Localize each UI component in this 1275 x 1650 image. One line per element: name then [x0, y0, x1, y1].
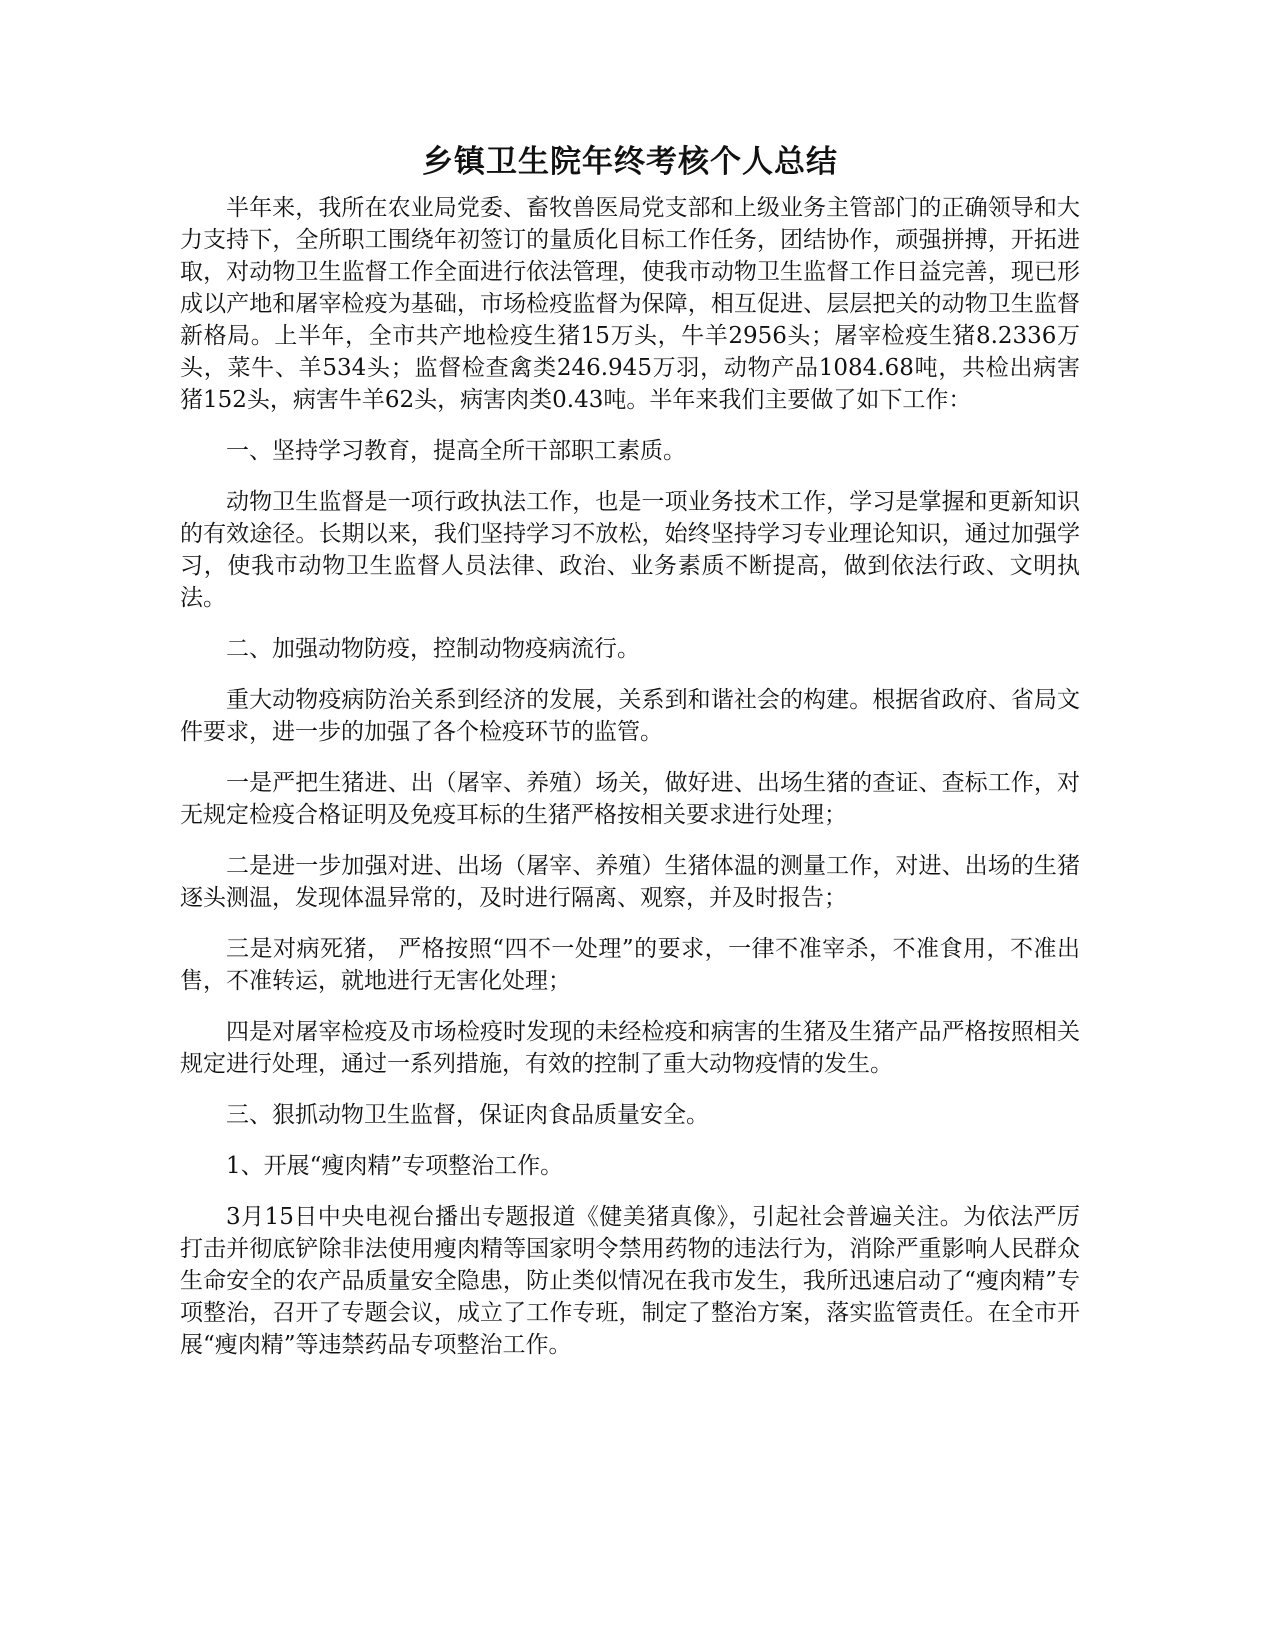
- paragraph: 重大动物疫病防治关系到经济的发展，关系到和谐社会的构建。根据省政府、省局文件要求，进一步的加强了各个检疫环节的监管。: [180, 687, 1080, 745]
- subsection-heading: 1、开展“瘦肉精”专项整治工作。: [226, 1153, 564, 1179]
- document-page: [180, 140, 1080, 1380]
- list-item: 一是严把生猪进、出（屠宰、养殖）场关，做好进、出场生猪的查证、查标工作，对无规定检疫合格证明及免疫耳标的生猪严格按相关要求进行处理；: [180, 770, 1080, 828]
- list-item: 四是对屠宰检疫及市场检疫时发现的未经检疫和病害的生猪及生猪产品严格按照相关规定进行处理，通过一系列措施，有效的控制了重大动物疫情的发生。: [180, 1019, 1080, 1077]
- list-item: 三是对病死猪， 严格按照“四不一处理”的要求，一律不准宰杀，不准食用，不准出售，不准转运，就地进行无害化处理；: [180, 936, 1080, 994]
- paragraph-intro: 半年来，我所在农业局党委、畜牧兽医局党支部和上级业务主管部门的正确领导和大力支持下，全所职工围绕年初签订的量质化目标工作任务，团结协作，顽强拼搏，开拓进取，对动物卫生监督工作全面进行依法管理，使我市动物卫生监督工作日益完善，现已形成以产地和屠宰检疫为基础，市场检疫监督为保障，相互促进、层层把关的动物卫生监督新格局。上半年，全市共产地检疫生猪15万头，牛羊2956头；屠宰检疫生猪8.2336万头，菜牛、羊534头；监督检查禽类246.945万羽，动物产品1084.68吨，共检出病害猪152头，病害牛羊62头，病害肉类0.43吨。半年来我们主要做了如下工作：: [180, 195, 1080, 413]
- section-heading-3: 三、狠抓动物卫生监督，保证肉食品质量安全。: [226, 1102, 709, 1128]
- document-title: 乡镇卫生院年终考核个人总结: [422, 144, 838, 180]
- section-heading-1: 一、坚持学习教育，提高全所干部职工素质。: [226, 438, 686, 464]
- section-heading-2: 二、加强动物防疫，控制动物疫病流行。: [226, 636, 640, 662]
- list-item: 二是进一步加强对进、出场（屠宰、养殖）生猪体温的测量工作，对进、出场的生猪逐头测温，发现体温异常的，及时进行隔离、观察，并及时报告；: [180, 853, 1080, 911]
- paragraph: 3月15日中央电视台播出专题报道《健美猪真像》，引起社会普遍关注。为依法严厉打击并彻底铲除非法使用瘦肉精等国家明令禁用药物的违法行为，消除严重影响人民群众生命安全的农产品质量安全隐患，防止类似情况在我市发生，我所迅速启动了“瘦肉精”专项整治，召开了专题会议，成立了工作专班，制定了整治方案，落实监管责任。在全市开展“瘦肉精”等违禁药品专项整治工作。: [180, 1204, 1080, 1358]
- paragraph: 动物卫生监督是一项行政执法工作，也是一项业务技术工作，学习是掌握和更新知识的有效途径。长期以来，我们坚持学习不放松，始终坚持学习专业理论知识，通过加强学习，使我市动物卫生监督人员法律、政治、业务素质不断提高，做到依法行政、文明执法。: [180, 489, 1080, 611]
